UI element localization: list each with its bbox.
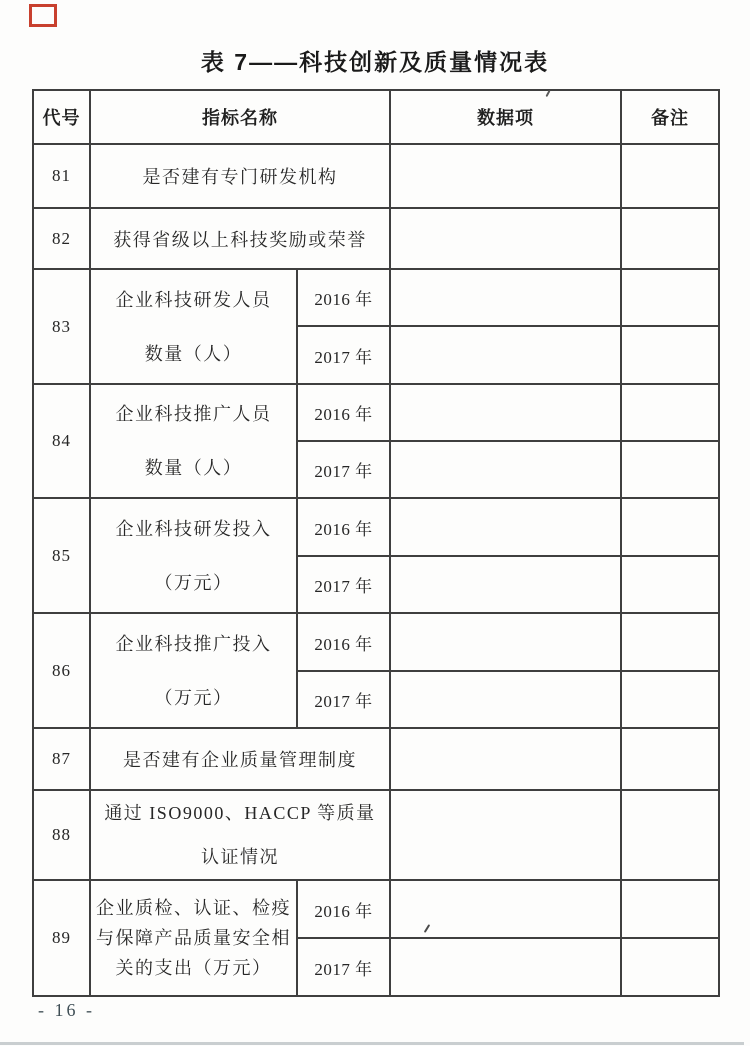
red-stamp-mark (29, 4, 57, 27)
indicator-cell (90, 269, 297, 384)
year-cell: 2016 年 (297, 384, 390, 441)
indicator-line: 企业科技推广投入 (115, 633, 272, 654)
year-cell: 2017 年 (297, 938, 390, 996)
remark-cell (621, 269, 719, 326)
data-item-cell (390, 613, 621, 671)
indicator-line: 关的支出（万元） (115, 958, 272, 978)
data-item-cell (390, 671, 621, 728)
col-header-remark: 备注 (621, 90, 719, 144)
remark-cell (621, 208, 719, 269)
code-cell: 84 (33, 384, 90, 498)
tech-innovation-quality-table (32, 89, 720, 997)
code-cell: 85 (33, 498, 90, 613)
col-header-code: 代号 (33, 90, 90, 144)
remark-cell (621, 938, 719, 996)
indicator-line: （万元） (154, 572, 233, 593)
indicator-line: 企业科技推广人员 (115, 404, 272, 424)
year-cell: 2017 年 (297, 441, 390, 498)
table-row-81 (33, 144, 719, 208)
data-item-cell (390, 144, 621, 208)
year-cell: 2016 年 (297, 269, 390, 326)
code-cell: 87 (33, 728, 90, 790)
indicator-line: （万元） (154, 687, 233, 708)
indicator-cell (90, 498, 297, 613)
year-cell: 2017 年 (297, 556, 390, 613)
col-header-data-item: 数据项 (390, 90, 621, 144)
data-item-cell (390, 326, 621, 384)
table-row-86 (33, 613, 719, 671)
indicator-line: 企业质检、认证、检疫 (96, 898, 291, 918)
data-item-cell (390, 556, 621, 613)
page-title: 表 7——科技创新及质量情况表 (200, 49, 550, 75)
table-row-85 (33, 498, 719, 556)
table-row-89 (33, 880, 719, 938)
year-cell: 2016 年 (297, 880, 390, 938)
remark-cell (621, 613, 719, 671)
indicator-cell: 是否建有企业质量管理制度 (90, 728, 390, 790)
remark-cell (621, 556, 719, 613)
remark-cell (621, 441, 719, 498)
col-header-indicator: 指标名称 (90, 90, 390, 144)
remark-cell (621, 880, 719, 938)
indicator-line: 数量（人） (144, 343, 243, 364)
indicator-line: 数量（人） (144, 458, 243, 478)
remark-cell (621, 144, 719, 208)
remark-cell (621, 790, 719, 880)
code-cell: 89 (33, 880, 90, 996)
code-cell: 83 (33, 269, 90, 384)
page-number: - 16 - (38, 1000, 95, 1020)
remark-cell (621, 728, 719, 790)
table-row-83 (33, 269, 719, 326)
data-item-cell (390, 384, 621, 441)
table-row-88 (33, 790, 719, 880)
indicator-line: 企业科技研发投入 (115, 518, 272, 539)
year-cell: 2016 年 (297, 498, 390, 556)
indicator-cell: 获得省级以上科技奖励或荣誉 (90, 208, 390, 269)
year-cell: 2017 年 (297, 671, 390, 728)
indicator-cell (90, 790, 390, 880)
code-cell: 88 (33, 790, 90, 880)
code-cell: 82 (33, 208, 90, 269)
year-cell: 2017 年 (297, 326, 390, 384)
remark-cell (621, 498, 719, 556)
data-item-cell (390, 441, 621, 498)
data-item-cell (390, 728, 621, 790)
code-cell: 86 (33, 613, 90, 728)
indicator-line: 与保障产品质量安全相 (96, 928, 291, 948)
data-item-cell (390, 269, 621, 326)
indicator-line: 认证情况 (201, 847, 279, 867)
data-item-cell (390, 208, 621, 269)
indicator-line: 企业科技研发人员 (115, 289, 272, 310)
remark-cell (621, 326, 719, 384)
indicator-cell (90, 384, 297, 498)
table-row-87 (33, 728, 719, 790)
indicator-line: 通过 ISO9000、HACCP 等质量 (104, 803, 376, 823)
indicator-cell (90, 880, 297, 996)
year-cell: 2016 年 (297, 613, 390, 671)
data-item-cell (390, 938, 621, 996)
table-row-82 (33, 208, 719, 269)
indicator-cell (90, 613, 297, 728)
table-header-row (33, 90, 719, 144)
remark-cell (621, 671, 719, 728)
scan-edge-shadow (0, 1042, 744, 1045)
table-row-84 (33, 384, 719, 441)
code-cell: 81 (33, 144, 90, 208)
data-item-cell (390, 498, 621, 556)
indicator-cell: 是否建有专门研发机构 (90, 144, 390, 208)
data-item-cell (390, 790, 621, 880)
remark-cell (621, 384, 719, 441)
